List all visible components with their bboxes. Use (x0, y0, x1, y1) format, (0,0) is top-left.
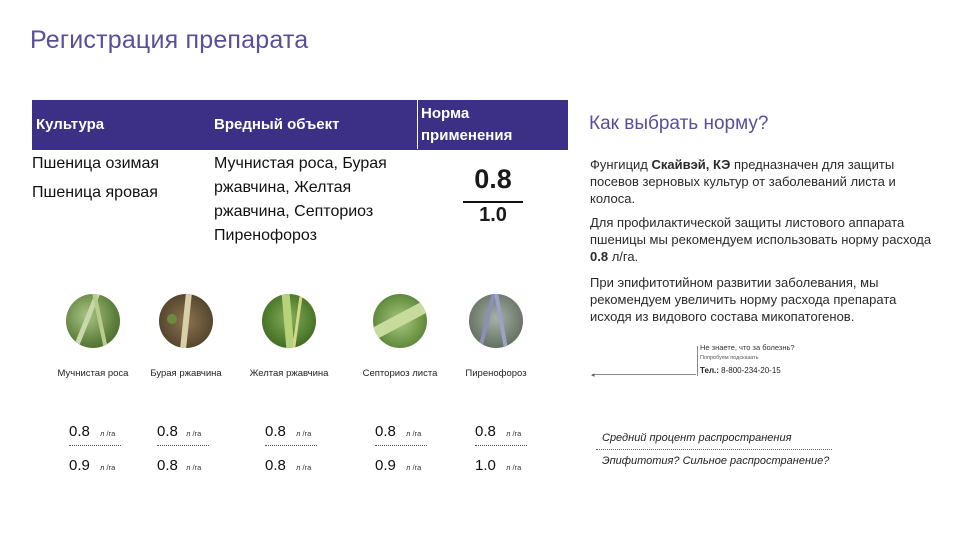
wheat-leaf-photo-icon (66, 294, 120, 348)
paragraph-product (590, 156, 935, 207)
disease-label: Бурая ржавчина (150, 368, 222, 379)
disease-label: Септориоз листа (362, 368, 438, 379)
paragraph-text: л/га. (608, 249, 639, 264)
wheat-leaf-photo-icon (262, 294, 316, 348)
rate-top: 0.8 (69, 423, 90, 440)
paragraph-text: Для профилактической защиты листового аппарата пшеницы мы рекомендуем использовать норму расхода (590, 215, 932, 247)
rate-unit: л /га (186, 429, 202, 438)
product-name: Скайвэй, КЭ (651, 157, 731, 172)
header-culture: Культура (36, 116, 105, 133)
legend-epiphytotic: Эпифитотия? Сильное распространение? (602, 455, 830, 467)
rate-divider (375, 445, 427, 446)
table-header (32, 100, 568, 149)
rate-bottom: 0.8 (265, 457, 286, 474)
pest-line: ржавчина, Желтая (214, 179, 352, 196)
phone-label: Тел.: (700, 366, 719, 375)
disease-label: Желтая ржавчина (249, 368, 329, 379)
paragraph-prevention (590, 214, 935, 265)
rate-unit: л /га (406, 463, 422, 472)
wheat-stem-photo-icon (159, 294, 213, 348)
rate-unit: л /га (506, 429, 522, 438)
header-pest: Вредный объект (214, 116, 340, 133)
rate-bottom: 1.0 (475, 457, 496, 474)
pest-line: ржавчина, Септориоз (214, 203, 374, 220)
rate-unit: л /га (406, 429, 422, 438)
arrow-left-icon: ◂ (591, 372, 595, 379)
rate-top: 0.8 (265, 423, 286, 440)
pest-list (214, 152, 387, 248)
disease-label: Пиренофороз (465, 368, 527, 379)
rate-top: 0.8 (475, 423, 496, 440)
wheat-leaf-photo-icon (373, 294, 427, 348)
pest-line: Пиренофороз (214, 227, 317, 244)
table-underline (32, 149, 568, 150)
header-divider (417, 100, 418, 149)
rate-top: 0.8 (375, 423, 396, 440)
rate-secondary: 1.0 (479, 204, 507, 226)
header-rate-line2: применения (421, 127, 513, 144)
rate-divider (475, 445, 527, 446)
how-to-choose-title: Как выбрать норму? (589, 113, 769, 134)
wheat-ear-photo-icon (469, 294, 523, 348)
phone-number[interactable]: 8-800-234-20-15 (718, 366, 781, 375)
pest-line: Мучнистая роса, Бурая (214, 155, 387, 172)
page-title: Регистрация препарата (30, 26, 309, 54)
rate-bottom: 0.9 (69, 457, 90, 474)
paragraph-text: Фунгицид (590, 157, 652, 172)
hint-bracket-line (697, 346, 698, 376)
paragraph-epiphytotic: При эпифитотийном развитии заболевания, мы рекомендуем увеличить норму расхода препарата исходя из видового состава микопатогенов. (590, 275, 897, 324)
culture-item: Пшеница яровая (32, 184, 158, 201)
disease-label: Мучнистая роса (57, 368, 129, 379)
culture-item: Пшеница озимая (32, 155, 160, 172)
recommended-rate: 0.8 (590, 249, 609, 264)
culture-list (32, 152, 159, 205)
hint-question: Не знаете, что за болезнь? (700, 343, 795, 352)
hint-box (700, 343, 795, 363)
paragraph-text: предназначен для защиты посевов зерновых культур от заболеваний листа и колоса. (590, 157, 896, 206)
rate-divider (69, 445, 121, 446)
hint-subtitle: Попробуем подсказать (700, 355, 759, 361)
rate-bottom: 0.8 (157, 457, 178, 474)
disease-item (345, 294, 455, 379)
legend-divider (596, 449, 832, 450)
rate-unit: л /га (186, 463, 202, 472)
rate-unit: л /га (296, 463, 312, 472)
hint-pointer-line (592, 374, 696, 375)
disease-item (441, 294, 551, 379)
rate-divider (265, 445, 317, 446)
rate-top: 0.8 (157, 423, 178, 440)
rate-unit: л /га (506, 463, 522, 472)
rate-unit: л /га (100, 463, 116, 472)
header-rate-line1: Норма (421, 105, 470, 122)
disease-item (234, 294, 344, 379)
rate-divider (157, 445, 209, 446)
legend-average: Средний процент распространения (602, 432, 792, 444)
rate-main: 0.8 (474, 164, 512, 194)
disease-item (131, 294, 241, 379)
rate-fraction-line (463, 201, 523, 203)
rate-unit: л /га (100, 429, 116, 438)
hint-phone[interactable] (700, 366, 781, 375)
rate-unit: л /га (296, 429, 312, 438)
rate-bottom: 0.9 (375, 457, 396, 474)
